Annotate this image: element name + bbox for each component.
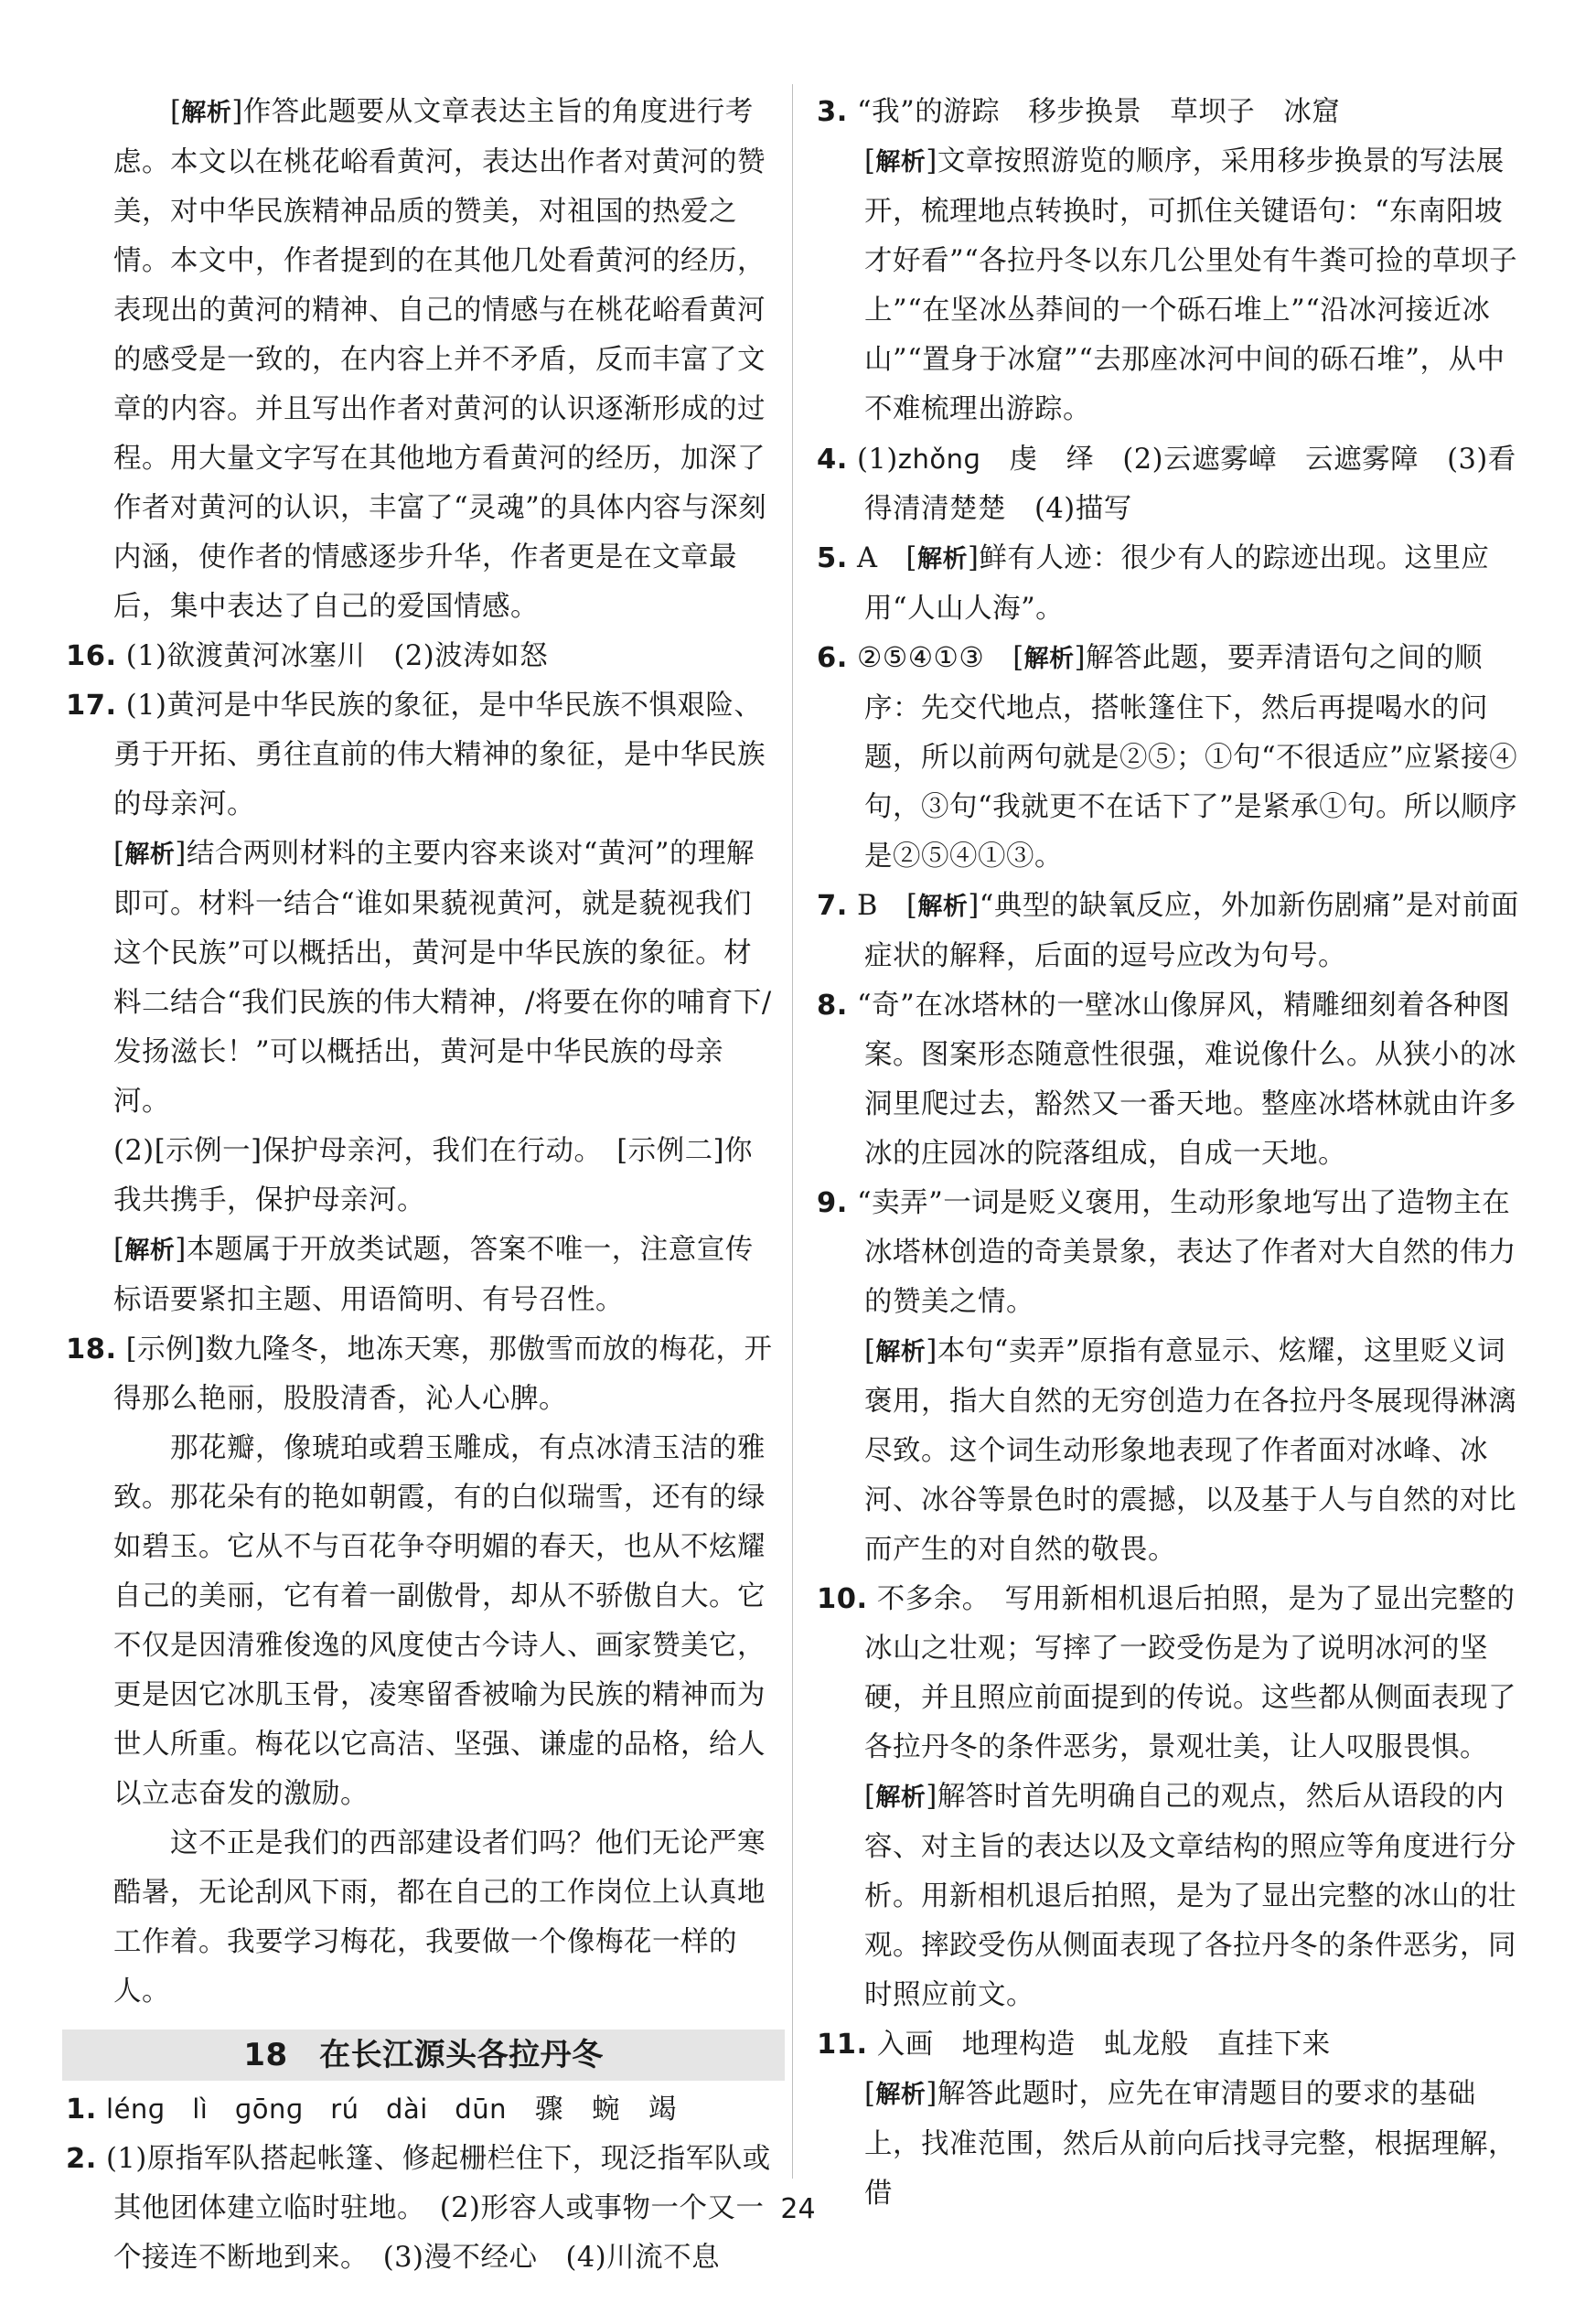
analysis-q15: [解析]作答此题要从文章表达主旨的角度进行考虑。本文以在桃花峪看黄河，表达出作者对黄河的赞美，对中华民族精神品质的赞美，对祖国的热爱之情。本文中，作者提到的在其他几处看黄河的经历，表现出的黄河的精神、自己的情感与在桃花峪看黄河的感受是一致的，在内容上并不矛盾，反而丰富了文章的内容。并且写出作者对黄河的认识逐渐形成的过程。用大量文字写在其他地方看黄河的经历，加深了作者对黄河的认识，丰富了“灵魂”的具体内容与深刻内涵，使作者的情感逐步升华，作者更是在文章最后，集中表达了自己的爱国情感。 [113, 96, 767, 623]
lesson-answer-7: 7. B [解析]“典型的缺氧反应，外加新伤剧痛”是对前面症状的解释，后面的逗号应改为句号。 [817, 890, 1519, 972]
lesson-answer-10: 10. 不多余。 写用新相机退后拍照，是为了显出完整的冰山之壮观；写摔了一跤受伤是为了说明冰河的坚硬，并且照应前面提到的传说。这些都从侧面表现了各拉丹冬的条件恶劣，景观壮美，让人叹服畏惧。 [817, 1583, 1516, 1763]
analysis-q17-2: [解析]本题属于开放类试题，答案不唯一，注意宣传标语要紧扣主题、用语简明、有号召性。 [113, 1234, 754, 1316]
right-column [817, 88, 1530, 2219]
answer-17: 17. (1)黄河是中华民族的象征，是中华民族不惧艰险、勇于开拓、勇往直前的伟大精神的象征，是中华民族的母亲河。 [66, 690, 766, 820]
lesson-answer-1: 1. lénɡ lì ɡōnɡ rú dài dūn 骤 蜿 竭 [66, 2094, 677, 2126]
lesson-answer-8: 8. “奇”在冰塔林的一壁冰山像屏风，精雕细刻着各种图案。图案形态随意性很强，难说像什么。从狭小的冰洞里爬过去，豁然又一番天地。整座冰塔林就由许多冰的庄园冰的院落组成，自成一天地。 [817, 990, 1516, 1170]
lesson-answer-11: 11. 入画 地理构造 虬龙般 直挂下来 [817, 2029, 1331, 2061]
page-number: 24 [780, 2193, 816, 2225]
analysis-lesson-10: [解析]解答时首先明确自己的观点，然后从语段的内容、对主旨的表达以及文章结构的照应等角度进行分析。用新相机退后拍照，是为了显出完整的冰山的壮观。摔跤受伤从侧面表现了各拉丹冬的条件恶劣，同时照应前文。 [864, 1781, 1516, 2011]
analysis-tag: 解析 [181, 99, 232, 127]
answer-18: 18. [示例]数九隆冬，地冻天寒，那傲雪而放的梅花，开得那么艳丽，股股清香，沁人心脾。 [66, 1333, 773, 1415]
lesson-answer-6: 6. ②⑤④①③ [解析]解答此题，要弄清语句之间的顺序：先交代地点，搭帐篷住下，然后再提喝水的问题，所以前两句就是②⑤；①句“不很适应”应紧接④句，③句“我就更不在话下了”是紧承①句。所以顺序是②⑤④①③。 [817, 642, 1518, 873]
lesson-answer-4: 4. (1)zhǒnɡ 虔 绎 (2)云遮雾嶂 云遮雾障 (3)看得清清楚楚 (4)描写 [817, 444, 1516, 525]
column-divider [792, 84, 793, 2179]
analysis-q17-1: [解析]结合两则材料的主要内容来谈对“黄河”的理解即可。材料一结合“谁如果藐视黄河，就是藐视我们这个民族”可以概括出，黄河是中华民族的象征。材料二结合“我们民族的伟大精神，/将要在你的哺育下/发扬滋长！”可以概括出，黄河是中华民族的母亲河。 [113, 838, 772, 1118]
section-title: 18 在长江源头各拉丹冬 [243, 2037, 604, 2073]
analysis-tag: 解析 [1023, 645, 1075, 673]
analysis-lesson-9: [解析]本句“卖弄”原指有意显示、炫耀，这里贬义词褒用，指大自然的无穷创造力在各拉丹冬展现得淋漓尽致。这个词生动形象地表现了作者面对冰峰、冰河、冰谷等景色时的震撼，以及基于人与自然的对比而产生的对自然的敬畏。 [864, 1335, 1516, 1566]
analysis-lesson-11: [解析]解答此题时，应先在审清题目的要求的基础上，找准范围，然后从前向后找寻完整，根据理解，借 [864, 2078, 1516, 2210]
lesson-answer-9: 9. “卖弄”一词是贬义褒用，生动形象地写出了造物主在冰塔林创造的奇美景象，表达了作者对大自然的伟力的赞美之情。 [817, 1187, 1516, 1318]
answer-16: 16. (1)欲渡黄河冰塞川 (2)波涛如怒 [66, 640, 549, 672]
analysis-tag: 解析 [916, 545, 968, 573]
analysis-tag: 解析 [124, 1237, 176, 1265]
left-column [66, 88, 779, 2283]
analysis-tag: 解析 [875, 1338, 927, 1366]
analysis-tag: 解析 [875, 1783, 927, 1812]
section-header [62, 2029, 785, 2081]
analysis-tag: 解析 [124, 841, 176, 869]
answer-17-2: (2)[示例一]保护母亲河，我们在行动。 [示例二]你我共携手，保护母亲河。 [113, 1135, 754, 1216]
answer-18-paragraph-3: 这不正是我们的西部建设者们吗？他们无论严寒酷暑，无论刮风下雨，都在自己的工作岗位上认真地工作着。我要学习梅花，我要做一个像梅花一样的人。 [113, 1827, 766, 2008]
lesson-answer-5: 5. A [解析]鲜有人迹：很少有人的踪迹出现。这里应用“人山人海”。 [817, 542, 1490, 625]
analysis-tag: 解析 [917, 893, 969, 921]
analysis-tag: 解析 [875, 2081, 927, 2109]
lesson-answer-3: 3. “我”的游踪 移步换景 草坝子 冰窟 [817, 96, 1341, 128]
analysis-tag: 解析 [875, 148, 927, 177]
lesson-answer-2: 2. (1)原指军队搭起帐篷、修起栅栏住下，现泛指军队或其他团体建立临时驻地。 (2)形容人或事物一个又一个接连不断地到来。 (3)漫不经心 (4)川流不息 [66, 2143, 771, 2274]
analysis-lesson-3: [解析]文章按照游览的顺序，采用移步换景的写法展开，梳理地点转换时，可抓住关键语句：“东南阳坡才好看”“各拉丹冬以东几公里处有牛粪可捡的草坝子上”“在坚冰丛莽间的一个砾石堆上”“沿冰河接近冰山”“置身于冰窟”“去那座冰河中间的砾石堆”，从中不难梳理出游踪。 [864, 145, 1518, 425]
answer-18-paragraph-2: 那花瓣，像琥珀或碧玉雕成，有点冰清玉洁的雅致。那花朵有的艳如朝霞，有的白似瑞雪，还有的绿如碧玉。它从不与百花争夺明媚的春天，也从不炫耀自己的美丽，它有着一副傲骨，却从不骄傲自大。它不仅是因清雅俊逸的风度使古今诗人、画家赞美它，更是因它冰肌玉骨，凌寒留香被喻为民族的精神而为世人所重。梅花以它高洁、坚强、谦虚的品格，给人以立志奋发的激励。 [113, 1432, 766, 1810]
